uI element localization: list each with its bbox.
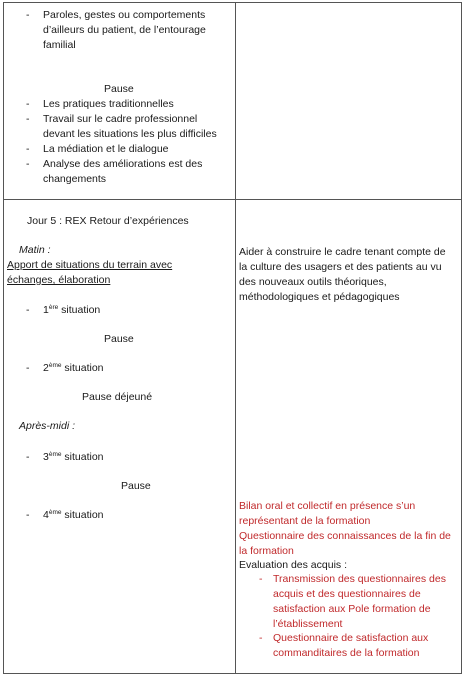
column-divider — [235, 3, 236, 673]
evaluation-item: acquis et des questionnaires de — [273, 588, 421, 600]
day-title: Jour 5 : REX Retour d’expériences — [27, 215, 189, 227]
bilan-text: la formation — [239, 545, 294, 557]
evaluation-item: Questionnaire de satisfaction aux — [273, 632, 429, 644]
evaluation-item: Transmission des questionnaires des — [273, 573, 446, 585]
bullet-text: devant les situations les plus difficiles — [43, 128, 217, 140]
situation-item: 4ème situation — [43, 509, 104, 521]
bullet-text: Paroles, gestes ou comportements — [43, 9, 206, 21]
evaluation-item: satisfaction aux Pole formation de — [273, 603, 431, 615]
objective-text: des nouveaux outils théoriques, — [239, 276, 387, 288]
bullet-dash: - — [26, 98, 30, 110]
evaluation-item: l’établissement — [273, 618, 343, 630]
bilan-text: représentant de la formation — [239, 515, 371, 527]
bullet-text: Travail sur le cadre professionnel — [43, 113, 198, 125]
evaluation-heading: Evaluation des acquis : — [239, 559, 347, 571]
bullet-dash: - — [26, 509, 30, 521]
apport-heading: échanges, élaboration — [7, 274, 111, 286]
objective-text: méthodologiques et pédagogiques — [239, 291, 400, 303]
bullet-text: La médiation et le dialogue — [43, 143, 169, 155]
apport-heading: Apport de situations du terrain avec — [7, 259, 173, 271]
bullet-text: changements — [43, 173, 107, 185]
bullet-dash: - — [259, 573, 263, 585]
evaluation-item: commanditaires de la formation — [273, 647, 420, 659]
bullet-text: familial — [43, 39, 76, 51]
apres-midi-label: Après-midi : — [19, 420, 76, 432]
bullet-text: Les pratiques traditionnelles — [43, 98, 174, 110]
bullet-dash: - — [26, 143, 30, 155]
pause-label: Pause — [104, 83, 134, 95]
bilan-text: Questionnaire des connaissances de la fin de — [239, 530, 451, 542]
bullet-dash: - — [26, 451, 30, 463]
bullet-dash: - — [26, 9, 30, 21]
bullet-dash: - — [259, 632, 263, 644]
objective-text: Aider à construire le cadre tenant compte de — [239, 246, 446, 258]
situation-item: 2ème situation — [43, 362, 104, 374]
bullet-text: d’ailleurs du patient, de l’entourage — [43, 24, 206, 36]
bullet-dash: - — [26, 158, 30, 170]
situation-item: 3ème situation — [43, 451, 104, 463]
situation-item: 1ère situation — [43, 304, 101, 316]
pause-dejeune-label: Pause déjeuné — [82, 391, 153, 403]
bullet-dash: - — [26, 113, 30, 125]
pause-label: Pause — [121, 480, 151, 492]
bullet-text: Analyse des améliorations est des — [43, 158, 203, 170]
objective-text: la culture des usagers et des patients au vu — [239, 261, 442, 273]
bullet-dash: - — [26, 362, 30, 374]
bullet-dash: - — [26, 304, 30, 316]
bilan-text: Bilan oral et collectif en présence s’un — [239, 500, 416, 512]
row-divider — [4, 199, 461, 200]
matin-label: Matin : — [19, 244, 51, 256]
pause-label: Pause — [104, 333, 134, 345]
